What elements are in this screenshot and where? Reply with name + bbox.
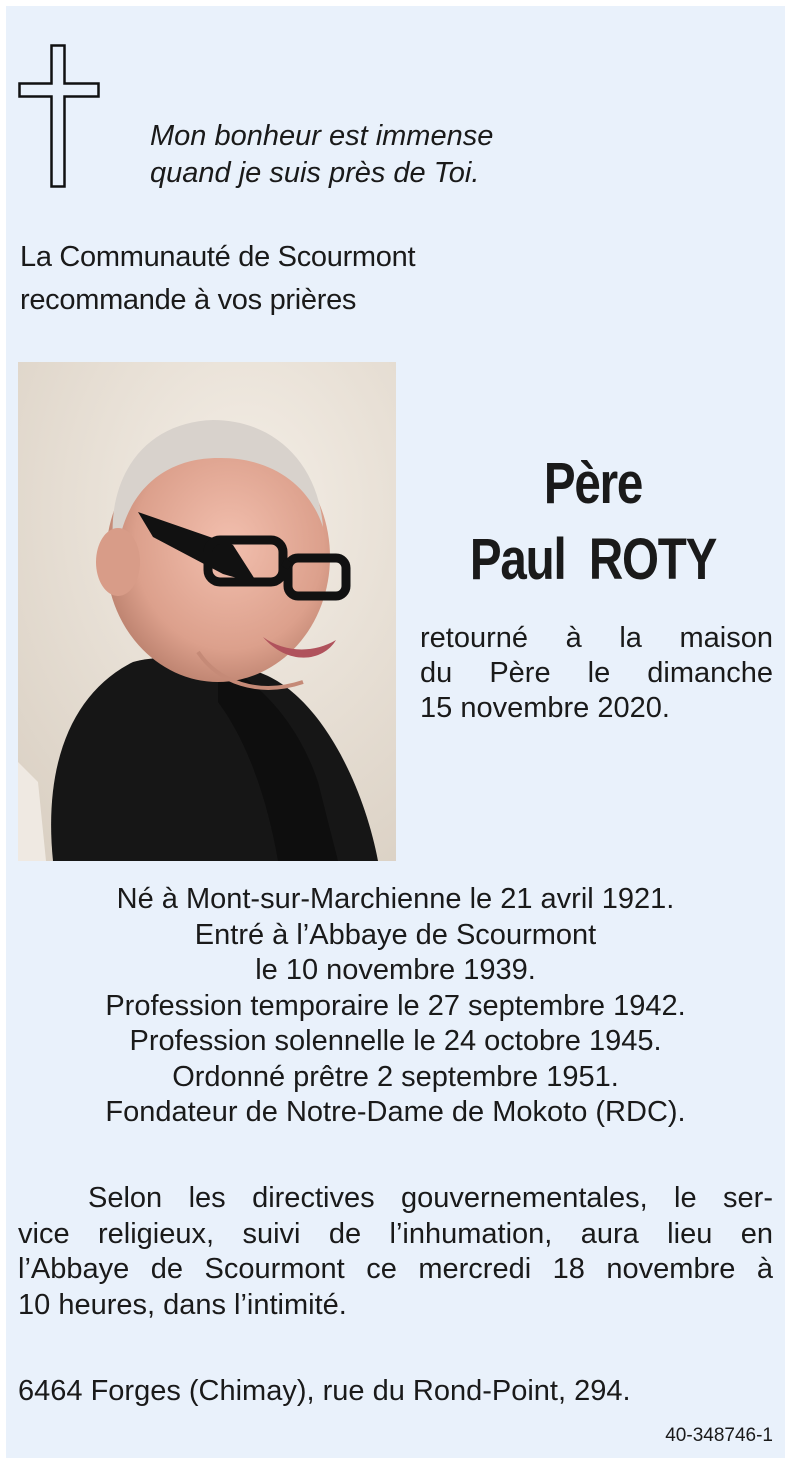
community-intro xyxy=(20,236,415,322)
deceased-name xyxy=(436,446,751,598)
death-line-2: du Père le dimanche xyxy=(420,657,773,689)
funeral-service-info xyxy=(18,1181,773,1323)
bio-line-6: Ordonné prêtre 2 septembre 1951. xyxy=(172,1060,619,1093)
bio-line-7: Fondateur de Notre-Dame de Mokoto (RDC). xyxy=(105,1096,686,1128)
death-line-1: retourné à la maison xyxy=(420,622,773,654)
service-line-3: l’Abbaye de Scourmont ce mercredi 18 novembre à xyxy=(18,1253,773,1285)
quote-line-1: Mon bonheur est immense xyxy=(150,120,494,152)
name-full: Paul ROTY xyxy=(469,527,717,592)
name-title: Père xyxy=(543,451,643,516)
death-notice xyxy=(420,621,773,726)
bio-line-3: le 10 novembre 1939. xyxy=(255,954,536,986)
service-line-2: vice religieux, suivi de l’inhumation, aura lieu en xyxy=(18,1217,773,1250)
service-line-1: Selon les directives gouvernementales, le ser- xyxy=(88,1182,773,1214)
bio-line-5: Profession solennelle le 24 octobre 1945. xyxy=(129,1025,662,1057)
portrait-photo xyxy=(18,362,396,861)
obituary-notice xyxy=(6,6,785,1458)
cross-icon xyxy=(18,44,100,188)
intro-line-2: recommande à vos prières xyxy=(20,284,357,316)
service-line-4: 10 heures, dans l’intimité. xyxy=(18,1288,347,1321)
biography xyxy=(18,882,773,1131)
bio-line-2: Entré à l’Abbaye de Scourmont xyxy=(194,918,597,951)
intro-line-1: La Communauté de Scourmont xyxy=(20,241,416,273)
reference-number: 40-348746-1 xyxy=(665,1425,773,1446)
scripture-quote xyxy=(150,118,493,192)
bio-line-4: Profession temporaire le 27 septembre 1942. xyxy=(105,989,686,1022)
bio-line-1: Né à Mont-sur-Marchienne le 21 avril 1921. xyxy=(116,883,675,915)
address: 6464 Forges (Chimay), rue du Rond-Point, 294. xyxy=(18,1375,631,1407)
death-line-3: 15 novembre 2020. xyxy=(420,692,670,724)
quote-line-2: quand je suis près de Toi. xyxy=(150,157,480,189)
